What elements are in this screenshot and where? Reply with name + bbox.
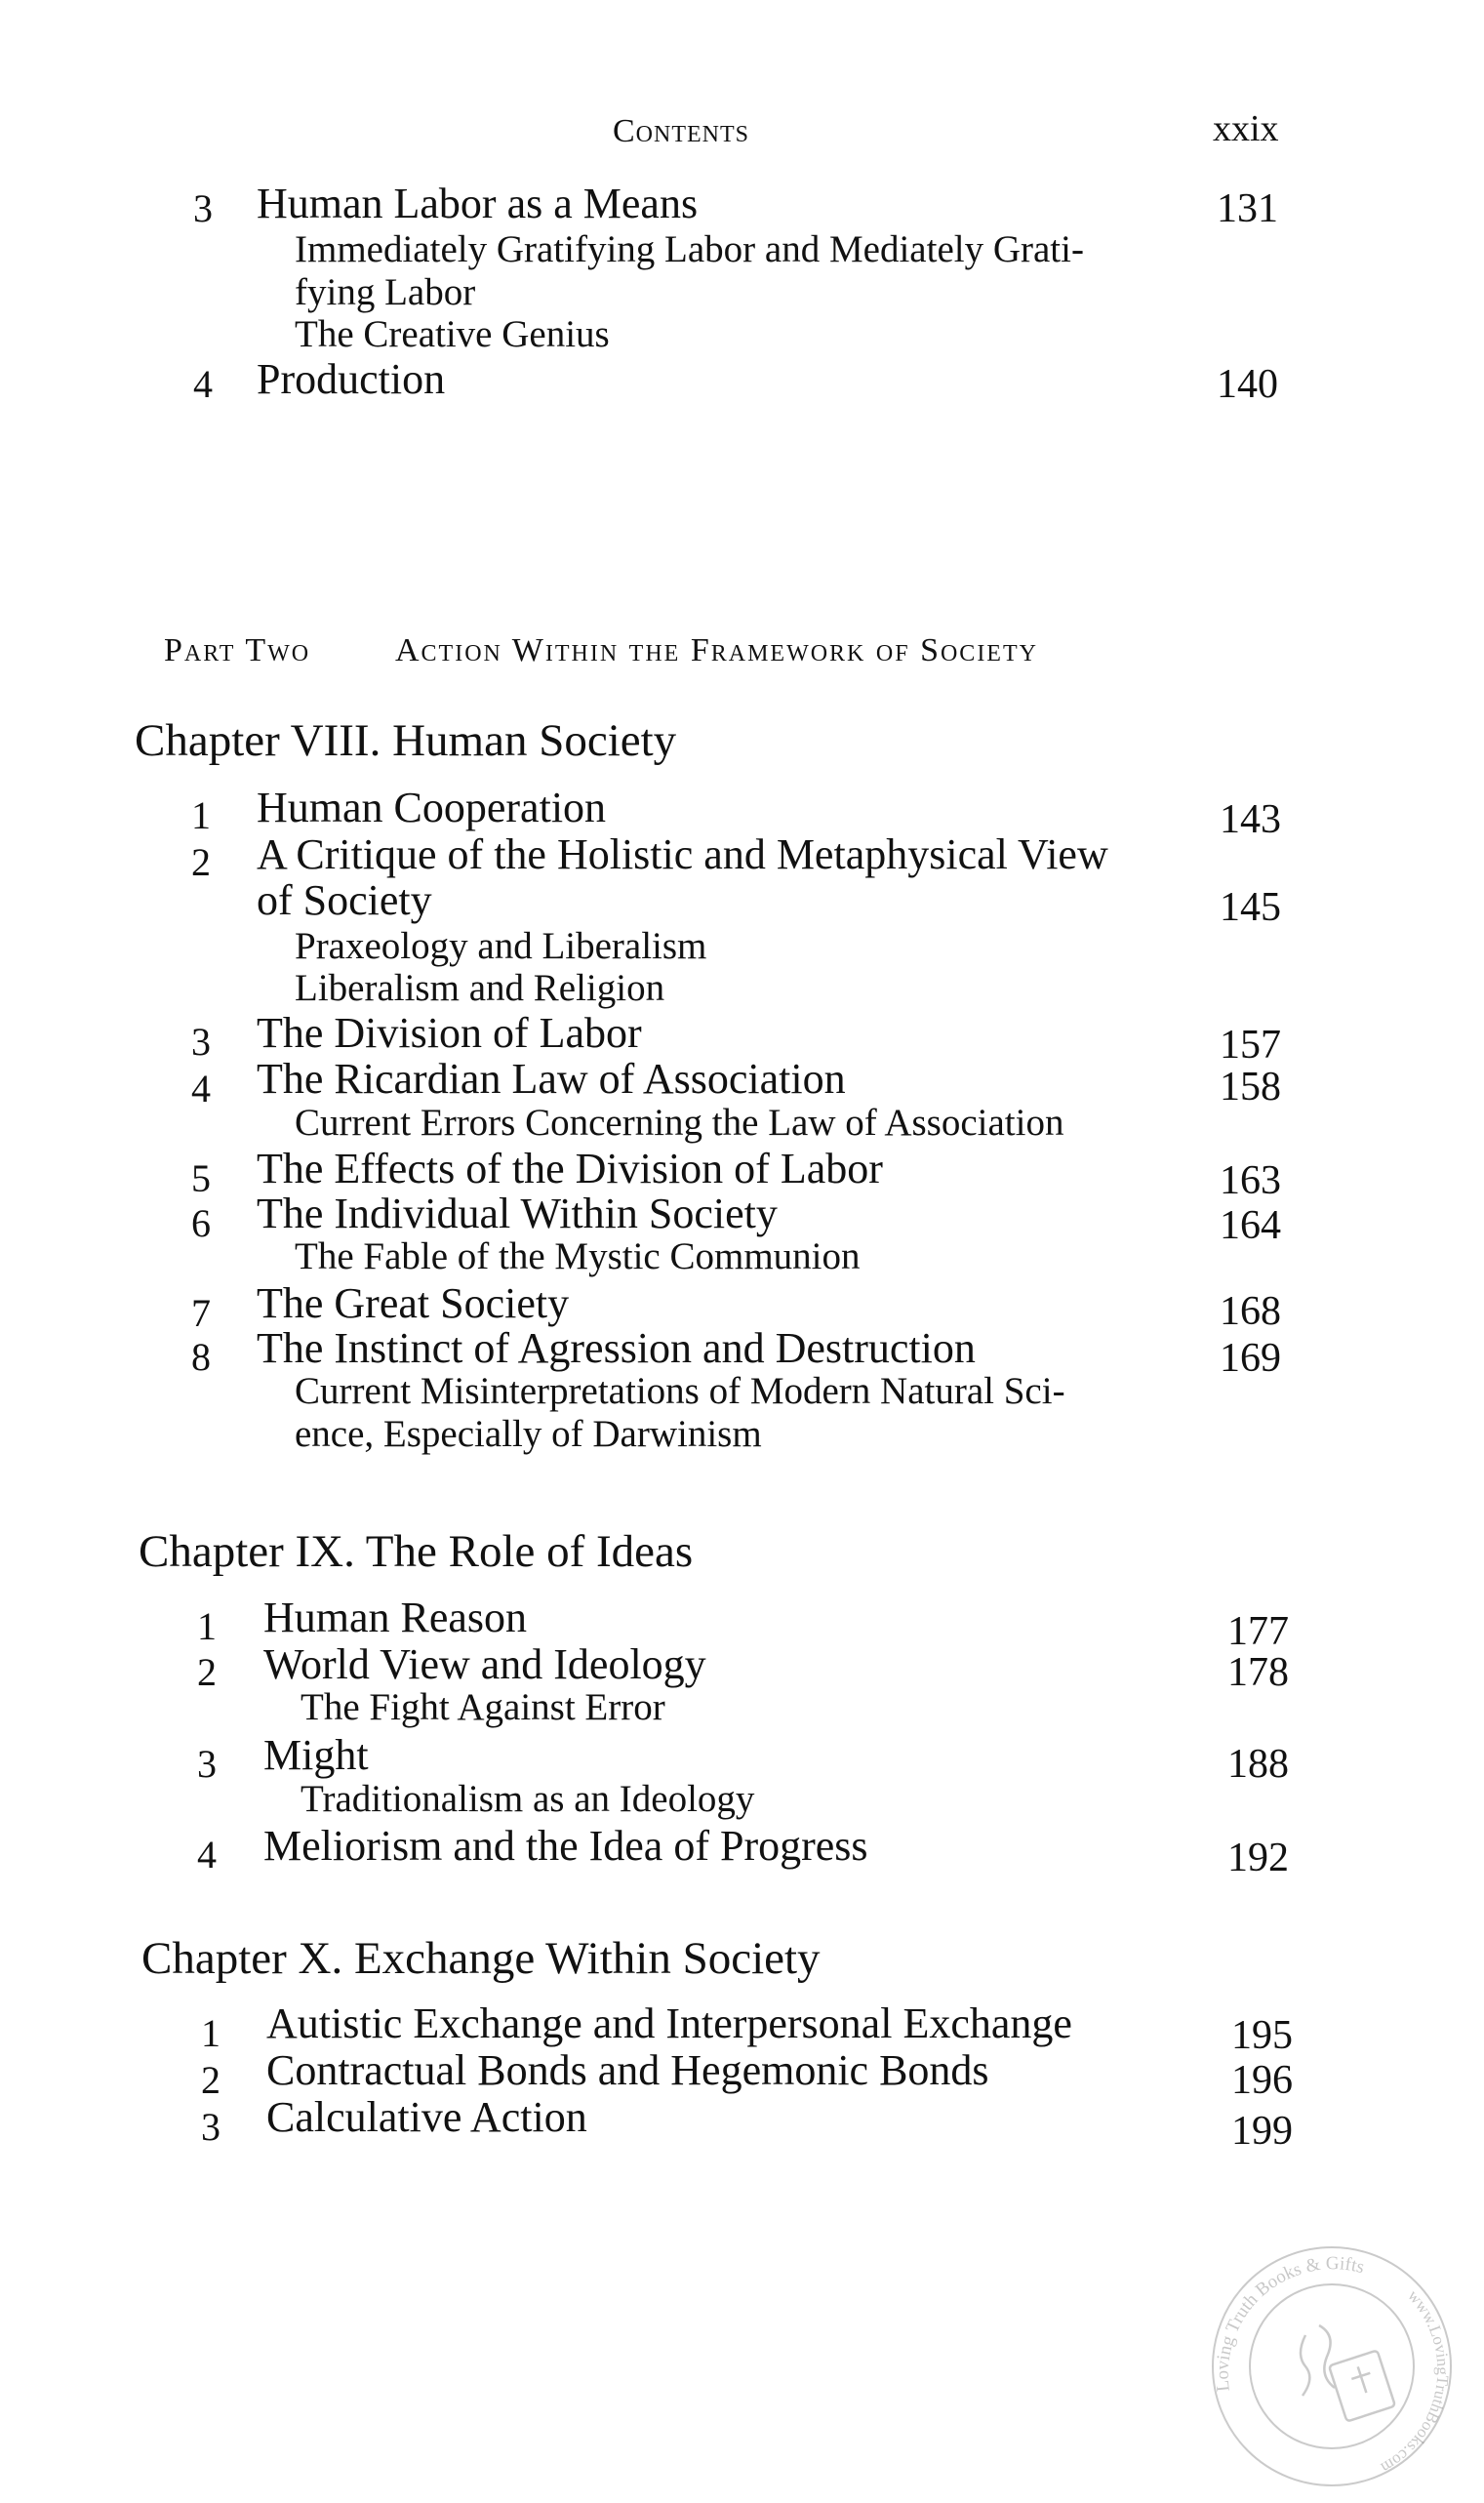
- entry-number: 1: [197, 1604, 217, 1648]
- entry-number: 3: [193, 186, 213, 230]
- entry-page: 195: [1231, 2013, 1293, 2058]
- entry-page: 169: [1220, 1336, 1281, 1381]
- entry-subtopic: Praxeology and Liberalism: [295, 925, 707, 967]
- entry-title: Calculative Action: [266, 2093, 587, 2141]
- part-title: Action Within the Framework of Society: [395, 632, 1038, 668]
- entry-page: 178: [1227, 1650, 1289, 1695]
- entry-number: 2: [201, 2058, 221, 2102]
- entry-title: Might: [263, 1731, 369, 1779]
- entry-number: 1: [191, 793, 211, 837]
- chapter-title: Chapter VIII. Human Society: [135, 715, 677, 766]
- entry-subtopic: Immediately Gratifying Labor and Mediately Grati-: [295, 228, 1084, 270]
- entry-title: Human Cooperation: [257, 784, 607, 831]
- entry-page: 158: [1220, 1065, 1281, 1110]
- entry-page: 196: [1231, 2058, 1293, 2103]
- entry-number: 4: [193, 362, 213, 406]
- entry-subtopic: fying Labor: [295, 271, 476, 313]
- entry-subtopic: Liberalism and Religion: [295, 967, 665, 1009]
- ribbon-and-book-icon: [1301, 2325, 1395, 2422]
- chapter-title: Chapter IX. The Role of Ideas: [139, 1526, 694, 1577]
- entry-subtopic: Current Errors Concerning the Law of Association: [295, 1102, 1064, 1144]
- entry-title: Contractual Bonds and Hegemonic Bonds: [266, 2046, 989, 2094]
- entry-title: Autistic Exchange and Interpersonal Exchange: [266, 1999, 1072, 2047]
- entry-page: 164: [1220, 1203, 1281, 1248]
- entry-number: 4: [197, 1833, 217, 1877]
- entry-page: 168: [1220, 1289, 1281, 1334]
- entry-title: Meliorism and the Idea of Progress: [263, 1822, 868, 1870]
- entry-page: 145: [1220, 885, 1281, 930]
- entry-number: 3: [201, 2105, 221, 2149]
- entry-title: The Division of Labor: [257, 1009, 642, 1057]
- svg-text:www.LovingTruthBooks.com: [1378, 2286, 1452, 2478]
- bookseller-stamp: [1190, 2220, 1473, 2503]
- entry-subtopic: Current Misinterpretations of Modern Natural Sci-: [295, 1370, 1065, 1412]
- entry-number: 2: [197, 1650, 217, 1694]
- entry-number: 3: [197, 1742, 217, 1786]
- page-number: xxix: [1213, 108, 1279, 149]
- stamp-text-right: www.LovingTruthBooks.com: [1378, 2285, 1453, 2478]
- entry-page: 199: [1231, 2109, 1293, 2154]
- entry-number: 2: [191, 840, 211, 884]
- entry-page: 157: [1220, 1023, 1281, 1068]
- entry-subtopic: Traditionalism as an Ideology: [301, 1778, 755, 1820]
- entry-subtopic: The Fight Against Error: [301, 1686, 665, 1728]
- entry-number: 5: [191, 1156, 211, 1200]
- entry-title: The Great Society: [257, 1279, 570, 1327]
- entry-subtopic: The Fable of the Mystic Communion: [295, 1235, 861, 1277]
- entry-title: The Individual Within Society: [257, 1190, 778, 1237]
- entry-title: World View and Ideology: [263, 1640, 706, 1688]
- entry-title: Human Labor as a Means: [257, 180, 699, 227]
- stamp-text-top: Loving Truth Books & Gifts: [1212, 2253, 1367, 2393]
- entry-page: 163: [1220, 1158, 1281, 1203]
- entry-page: 177: [1227, 1609, 1289, 1654]
- entry-number: 1: [201, 2011, 221, 2055]
- entry-title: Human Reason: [263, 1594, 528, 1641]
- entry-title: The Instinct of Agression and Destruction: [257, 1324, 976, 1372]
- entry-title: A Critique of the Holistic and Metaphysical View: [257, 830, 1108, 878]
- entry-subtopic: ence, Especially of Darwinism: [295, 1413, 762, 1455]
- entry-page: 131: [1217, 186, 1278, 231]
- entry-page: 192: [1227, 1836, 1289, 1880]
- entry-number: 7: [191, 1291, 211, 1335]
- entry-number: 3: [191, 1020, 211, 1064]
- entry-page: 188: [1227, 1742, 1289, 1787]
- running-head: Contents: [613, 113, 750, 149]
- entry-number: 4: [191, 1067, 211, 1110]
- entry-title: Production: [257, 355, 446, 403]
- part-label: Part Two: [164, 632, 311, 668]
- entry-title: The Effects of the Division of Labor: [257, 1145, 883, 1192]
- entry-title: The Ricardian Law of Association: [257, 1055, 846, 1103]
- entry-title-continued: of Society: [257, 876, 432, 924]
- entry-number: 6: [191, 1201, 211, 1245]
- chapter-title: Chapter X. Exchange Within Society: [141, 1933, 821, 1984]
- entry-page: 143: [1220, 797, 1281, 842]
- entry-page: 140: [1217, 362, 1278, 407]
- entry-subtopic: The Creative Genius: [295, 313, 610, 355]
- entry-number: 8: [191, 1335, 211, 1379]
